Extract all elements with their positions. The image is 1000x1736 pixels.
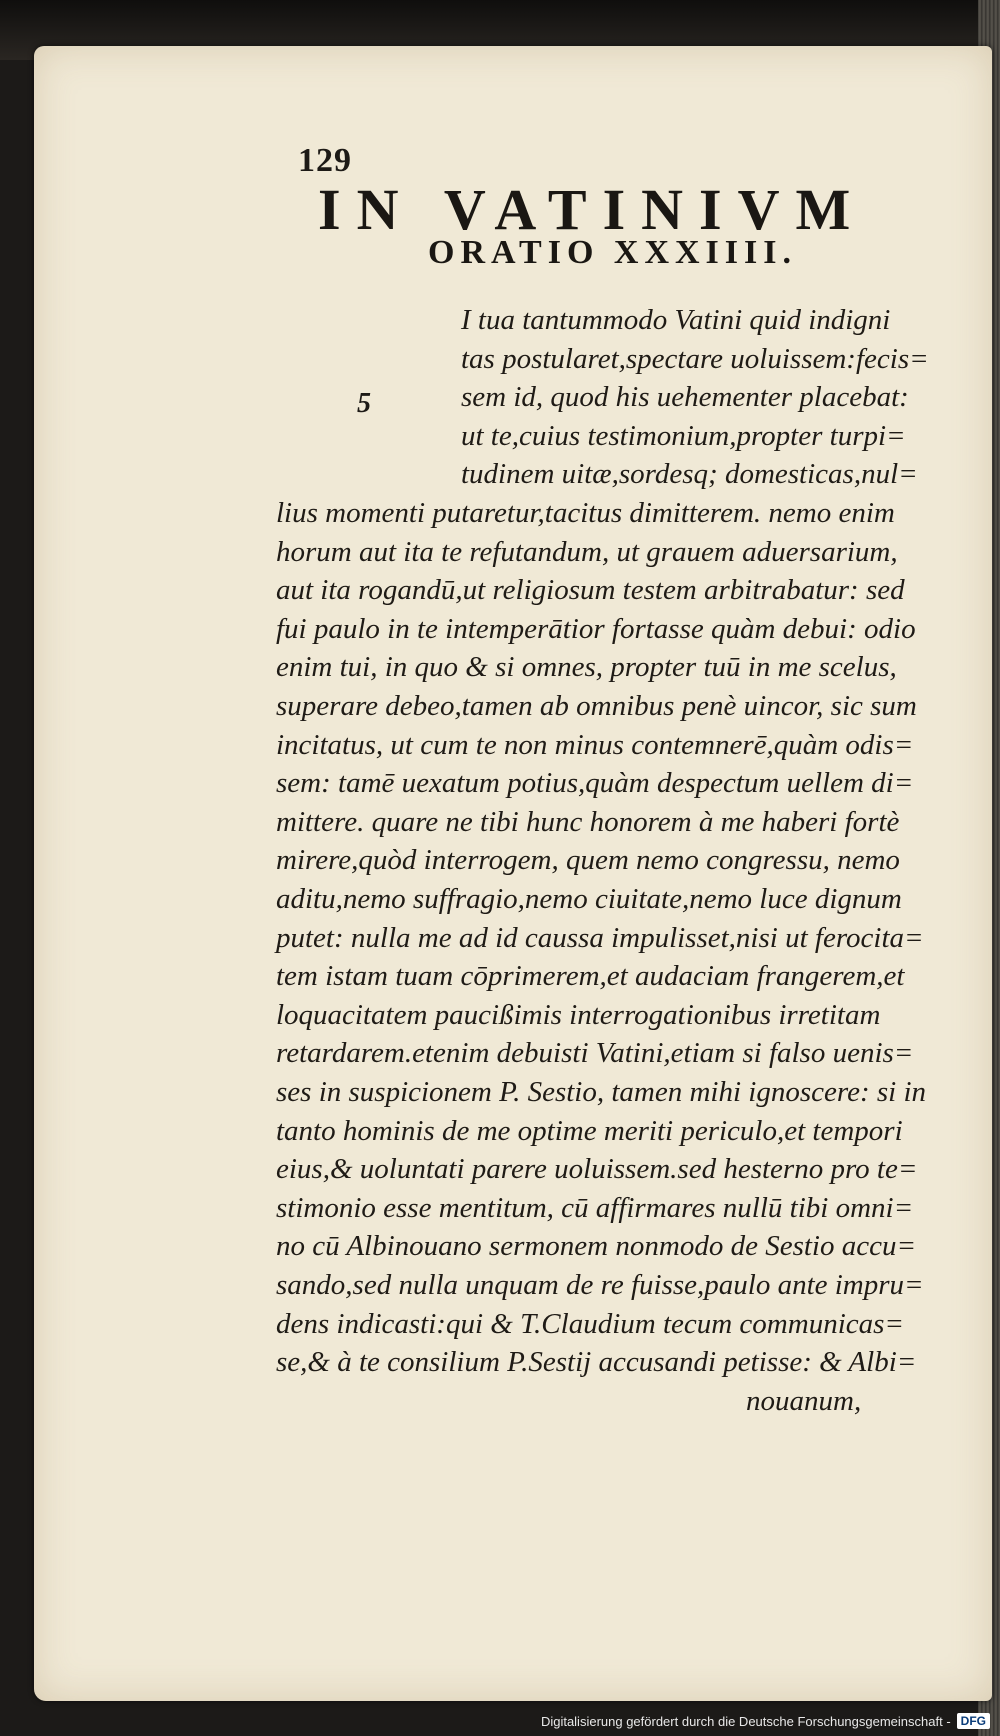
text-line: I tua tantummodo Vatini quid indigni [461, 304, 891, 336]
text-line: nouanum, [746, 1384, 862, 1417]
page-title: IN VATINIVM [318, 177, 867, 242]
text-line: eius,& uoluntati parere uoluissem.sed hesterno pro te= [276, 1153, 918, 1186]
text-line: mittere. quare ne tibi hunc honorem à me haberi fortè [276, 805, 900, 838]
line-marker: 5 [357, 388, 371, 419]
text-line: lius momenti putaretur,tacitus dimitterem. nemo enim [276, 497, 895, 529]
text-line: sando,sed nulla unquam de re fuisse,paulo ante impru= [276, 1269, 924, 1301]
text-line: loquacitatem paucißimis interrogationibus irretitam [276, 998, 881, 1031]
text-line: tudinem uitæ,sordesq; domesticas,nul= [461, 458, 918, 491]
text-line: ses in suspicionem P. Sestio, tamen mihi ignoscere: si in [276, 1076, 927, 1108]
page-subtitle: ORATIO XXXIIII. [428, 234, 797, 271]
footer [541, 1710, 990, 1732]
text-line: tas postularet,spectare uoluissem:fecis= [461, 342, 929, 375]
text-line: tem istam tuam cōprimerem,et audaciam frangerem,et [276, 960, 905, 993]
footer-text: Digitalisierung gefördert durch die Deutsche Forschungsgemeinschaft - [540, 1713, 951, 1729]
page-number: 129 [298, 142, 352, 179]
text-line: sem: tamē uexatum potius,quàm despectum uellem di= [276, 767, 914, 800]
text-line: sem id, quod his uehementer placebat: [461, 381, 909, 414]
text-line: tanto hominis de me optime meriti periculo,et tempori [276, 1114, 903, 1147]
text-line: putet: nulla me ad id caussa impulisset,nisi ut ferocita= [276, 921, 924, 954]
text-line: no cū Albinouano sermonem nonmodo de Sestio accu= [276, 1230, 917, 1263]
text-line: superare debeo,tamen ab omnibus penè uincor, sic sum [276, 690, 917, 722]
text-line: horum aut ita te refutandum, ut grauem aduersarium, [276, 535, 898, 568]
text-line: fui paulo in te intemperātior fortasse quàm debui: odio [276, 612, 916, 645]
text-line: dens indicasti:qui & T.Claudium tecum communicas= [276, 1307, 904, 1340]
text-line: se,& à te consilium P.Sestij accusandi petisse: & Albi= [276, 1346, 917, 1379]
text-line: aditu,nemo suffragio,nemo ciuitate,nemo luce dignum [276, 883, 902, 915]
text-line: enim tui, in quo & si omnes, propter tuū in me scelus, [276, 651, 897, 684]
text-line: incitatus, ut cum te non minus contemnerē,quàm odis= [276, 728, 914, 761]
text-line: mirere,quòd interrogem, quem nemo congressu, nemo [276, 844, 900, 877]
text-line: aut ita rogandū,ut religiosum testem arbitrabatur: sed [276, 574, 905, 607]
dfg-logo: DFG [957, 1713, 990, 1729]
text-line: stimonio esse mentitum, cū affirmares nullū tibi omni= [276, 1191, 914, 1224]
text-line: ut te,cuius testimonium,propter turpi= [461, 419, 906, 452]
text-line: retardarem.etenim debuisti Vatini,etiam si falso uenis= [276, 1037, 914, 1070]
